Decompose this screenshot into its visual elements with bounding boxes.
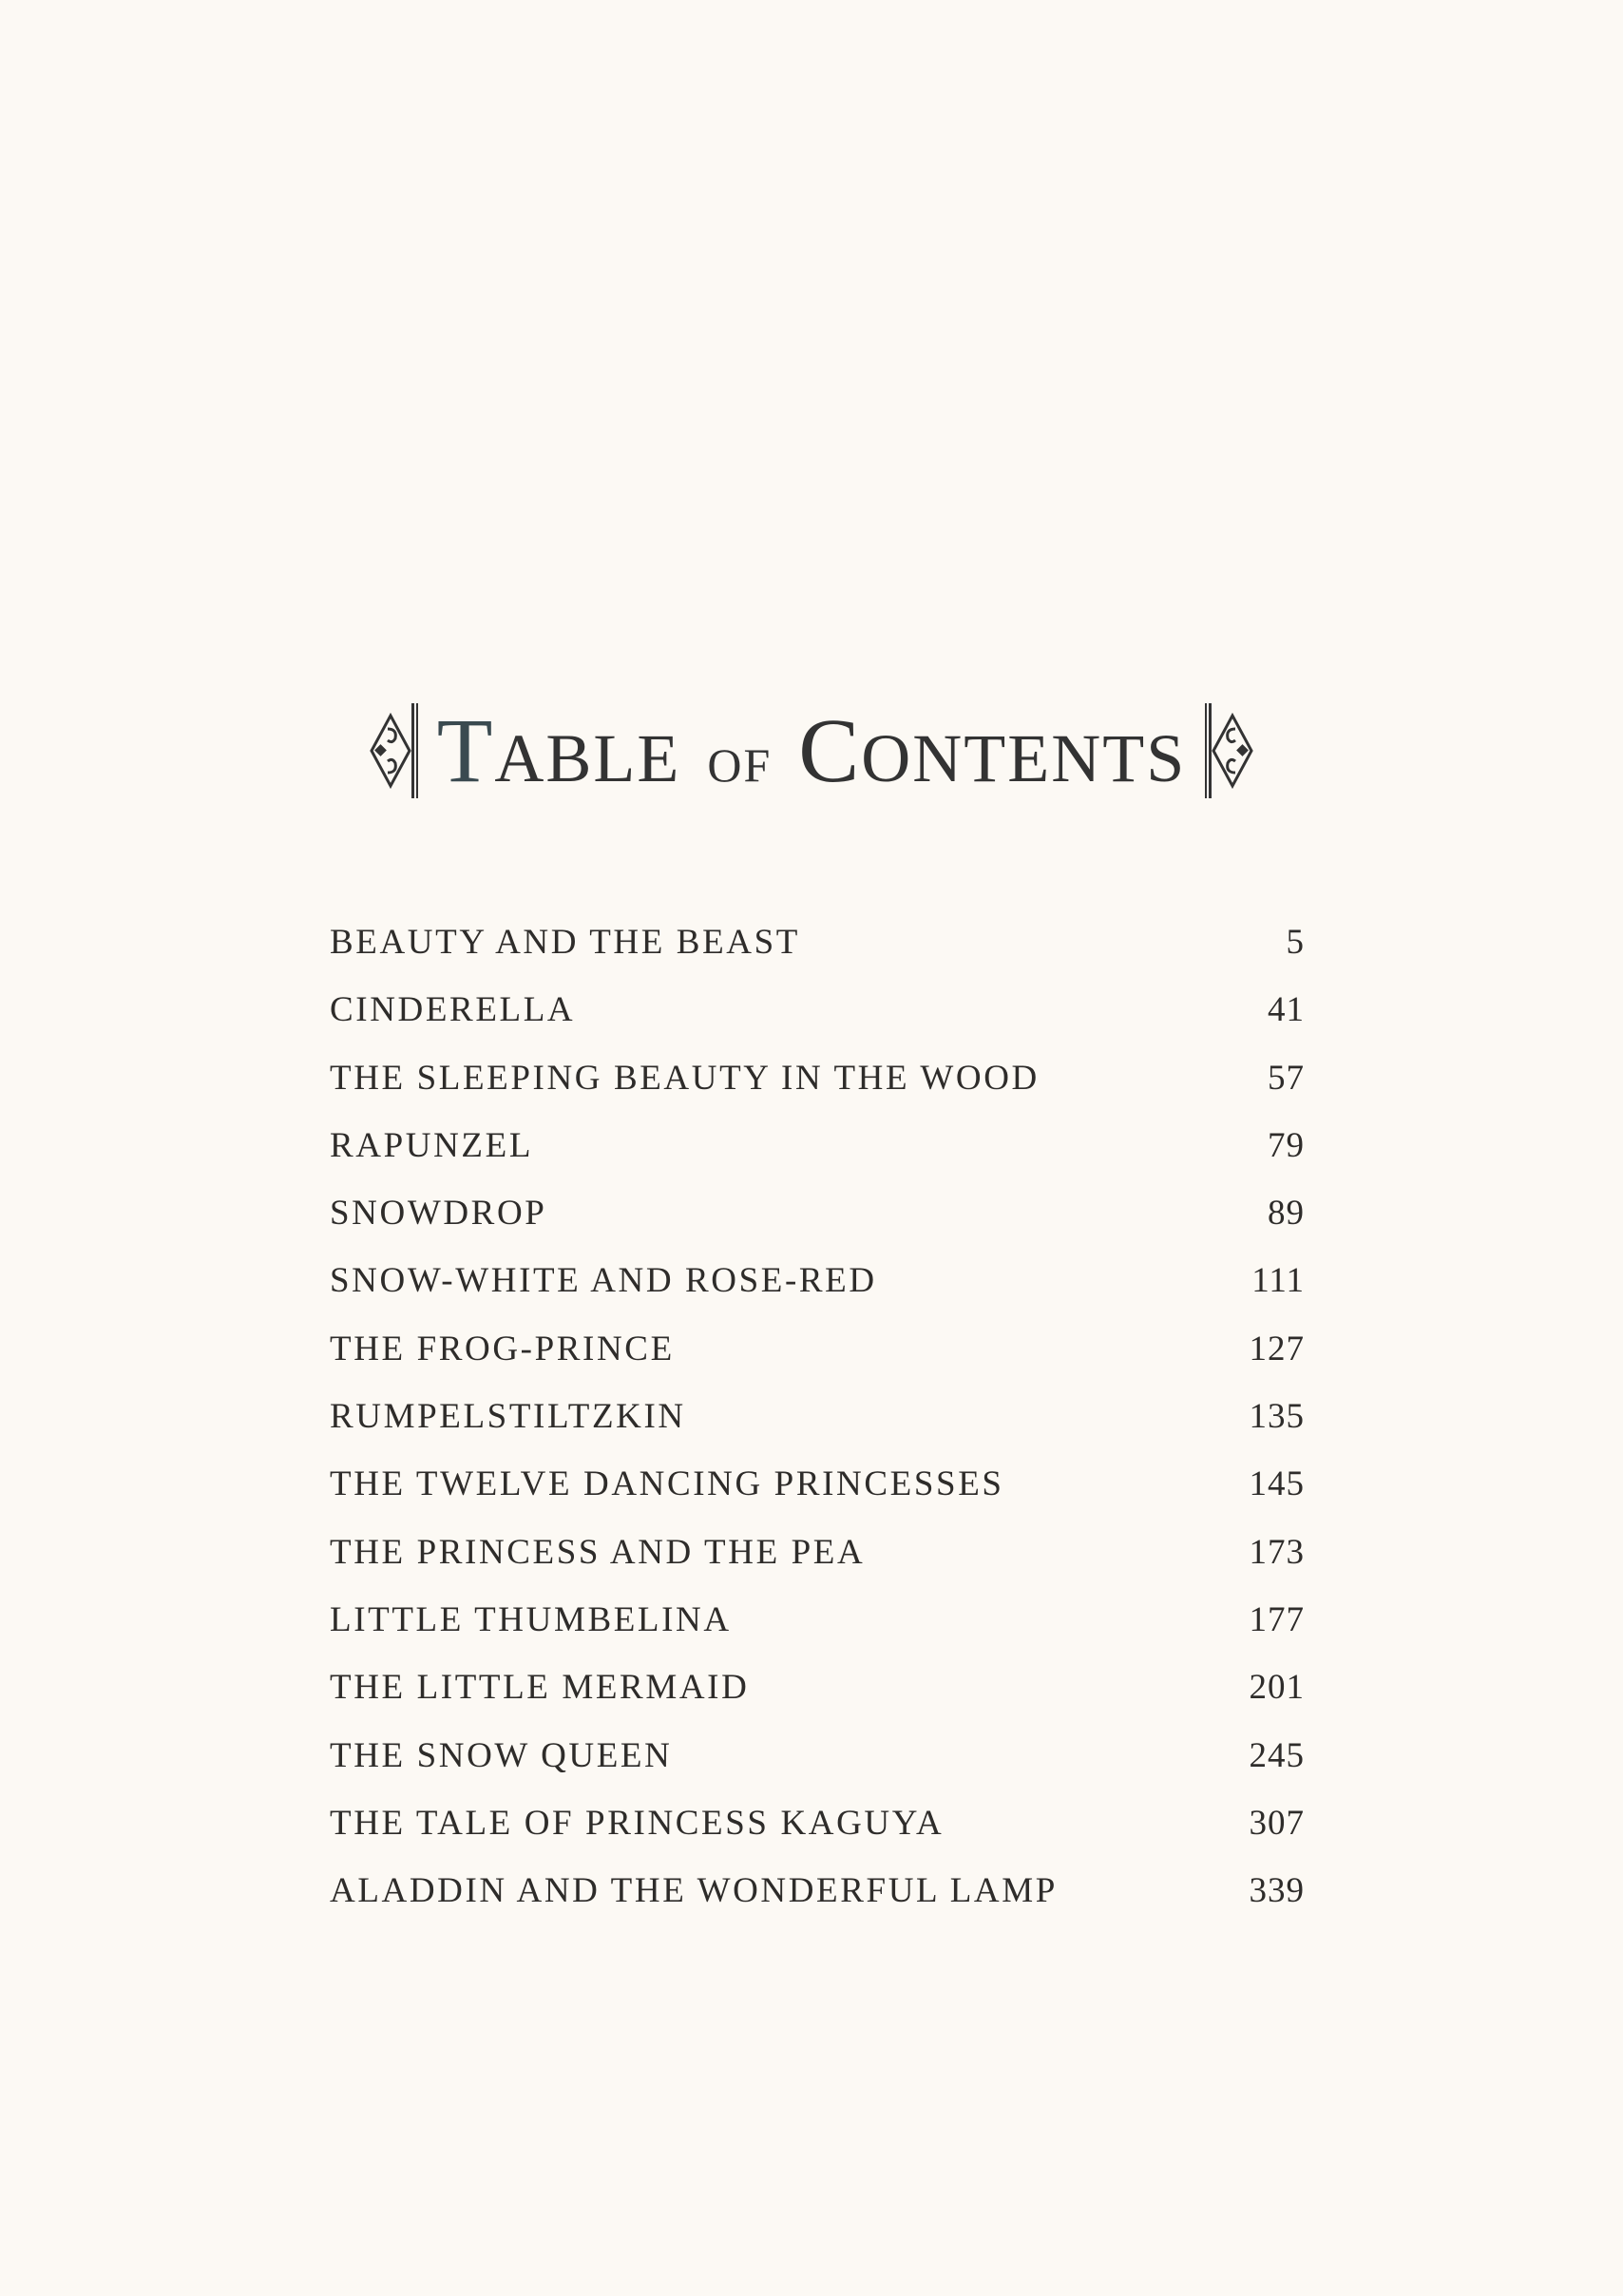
toc-entry bbox=[330, 1667, 1305, 1734]
entry-title: THE SNOW QUEEN bbox=[330, 1735, 673, 1775]
entry-page: 111 bbox=[1251, 1261, 1305, 1301]
entry-page: 307 bbox=[1249, 1803, 1305, 1843]
entry-page: 41 bbox=[1268, 990, 1305, 1030]
toc-entry bbox=[330, 1329, 1305, 1396]
toc-entry bbox=[330, 1464, 1305, 1531]
entry-title: SNOW-WHITE AND ROSE-RED bbox=[330, 1261, 877, 1301]
page-title: TABLE OF CONTENTS bbox=[0, 698, 1623, 803]
entry-title: RUMPELSTILTZKIN bbox=[330, 1397, 686, 1437]
entry-page: 57 bbox=[1268, 1058, 1305, 1098]
entry-title: THE SLEEPING BEAUTY IN THE WOOD bbox=[330, 1058, 1040, 1098]
toc-entry bbox=[330, 1260, 1305, 1328]
entry-page: 135 bbox=[1249, 1397, 1305, 1437]
entry-title: RAPUNZEL bbox=[330, 1125, 534, 1165]
entry-page: 201 bbox=[1249, 1668, 1305, 1708]
entry-page: 79 bbox=[1268, 1125, 1305, 1165]
toc-entry bbox=[330, 1396, 1305, 1464]
toc-entry bbox=[330, 1803, 1305, 1870]
entry-title: CINDERELLA bbox=[330, 990, 576, 1030]
entry-title: BEAUTY AND THE BEAST bbox=[330, 923, 800, 962]
toc-entry bbox=[330, 1058, 1305, 1125]
entry-title: THE TWELVE DANCING PRINCESSES bbox=[330, 1464, 1004, 1504]
toc-entry bbox=[330, 1735, 1305, 1803]
ornament-right-icon bbox=[1203, 698, 1256, 803]
toc-entry bbox=[330, 989, 1305, 1057]
entry-title: LITTLE THUMBELINA bbox=[330, 1599, 732, 1639]
entry-page: 339 bbox=[1249, 1871, 1305, 1911]
entry-title: THE TALE OF PRINCESS KAGUYA bbox=[330, 1803, 945, 1843]
entry-title: THE FROG-PRINCE bbox=[330, 1329, 675, 1368]
toc-entry bbox=[330, 1532, 1305, 1599]
toc-entry bbox=[330, 922, 1305, 989]
table-of-contents bbox=[330, 922, 1305, 1938]
entry-page: 127 bbox=[1249, 1329, 1305, 1368]
toc-entry bbox=[330, 1599, 1305, 1667]
entry-page: 245 bbox=[1249, 1735, 1305, 1775]
entry-title: ALADDIN AND THE WONDERFUL LAMP bbox=[330, 1871, 1058, 1911]
entry-page: 173 bbox=[1249, 1532, 1305, 1572]
toc-entry bbox=[330, 1193, 1305, 1260]
entry-title: THE PRINCESS AND THE PEA bbox=[330, 1532, 866, 1572]
entry-page: 5 bbox=[1286, 923, 1305, 962]
entry-title: THE LITTLE MERMAID bbox=[330, 1668, 750, 1708]
ornament-left-icon bbox=[367, 698, 420, 803]
toc-entry bbox=[330, 1870, 1305, 1938]
entry-title: SNOWDROP bbox=[330, 1194, 547, 1234]
entry-page: 89 bbox=[1268, 1194, 1305, 1234]
title-initial-t: T bbox=[436, 699, 495, 801]
entry-page: 145 bbox=[1249, 1464, 1305, 1504]
entry-page: 177 bbox=[1249, 1599, 1305, 1639]
toc-entry bbox=[330, 1125, 1305, 1193]
